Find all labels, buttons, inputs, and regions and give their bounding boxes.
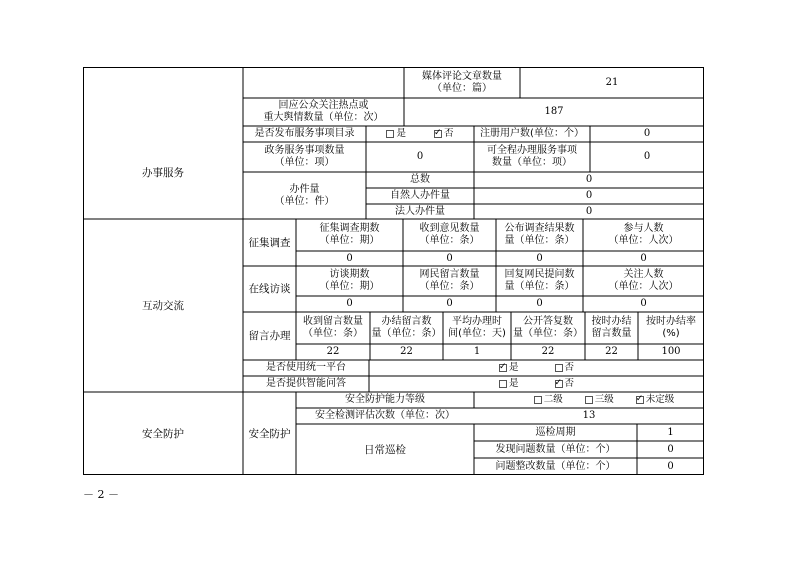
message-header-2-l1: 办结留言数 [381,316,432,327]
handled-label: 办件量 [289,183,320,195]
message-header-4-l1: 公开答复数 [523,316,573,327]
section-security-label: 安全防护 [142,427,184,440]
survey-value-4-text: 0 [640,252,647,264]
interview-value-1 [296,296,403,312]
level-option-2[interactable] [534,394,563,406]
full-online-label: 可全程办理服务事项 [487,145,577,156]
message-value-4-text: 22 [541,346,555,357]
section-service-label: 办事服务 [142,166,184,179]
security-eval-label-cell [296,408,474,424]
found-issues-label-cell [474,441,637,458]
message-header-3-l1: 平均办理时 [452,316,502,327]
registered-users-label: 注册用户数(单位：个） [480,128,584,139]
patrol-cycle-value-cell [637,424,704,441]
security-level-label: 安全防护能力等级 [345,394,425,405]
interview-value-3-text: 0 [536,298,543,309]
security-level-options [474,392,704,408]
registered-users-value-cell [590,126,704,142]
smart-qa-label: 是否提供智能问答 [266,378,346,389]
fixed-issues-value: 0 [667,460,674,472]
catalog-option-no[interactable] [434,128,454,140]
handled-label-cell [243,172,366,219]
message-value-3-text: 1 [473,346,481,357]
registered-users-value: 0 [643,128,651,139]
survey-header-3-l2: 量（单位：条） [504,235,575,246]
interview-header-4-l2: （单位：人次） [608,281,679,292]
patrol-cycle-label-cell [474,424,637,441]
survey-header-2-l2: （单位：条） [419,235,480,246]
message-header-2 [370,312,443,344]
checkbox-empty-icon [534,396,542,404]
media-comment-value: 21 [605,76,619,88]
interview-header-1-l2: （单位：期） [319,281,380,292]
fixed-issues-label-cell [474,458,637,475]
patrol-label: 日常巡检 [364,443,406,456]
total-label: 总数 [410,174,430,185]
interview-value-2 [403,296,496,312]
interview-value-2-text: 0 [446,298,453,309]
gov-items-label-cell [243,142,366,172]
checkbox-empty-icon [585,396,593,404]
hotspot-label-2: 重大舆情数量（单位：次） [263,112,384,123]
interview-value-4-text: 0 [640,298,647,309]
found-issues-value-cell [637,441,704,458]
survey-value-3-text: 0 [536,252,543,264]
natural-label: 自然人办件量 [390,190,450,201]
message-value-1 [296,344,370,360]
page-number: － 2 － [83,488,119,501]
catalog-no-label: 否 [444,128,454,139]
survey-header-3 [496,219,583,251]
message-header-5-l2: 留言数量 [591,328,632,339]
survey-header-4 [583,219,704,251]
interview-value-4 [583,296,704,312]
interview-header-2-l1: 网民留言数量 [419,269,480,280]
natural-value: 0 [585,190,593,201]
checkbox-empty-icon [386,130,394,138]
security-level-label-cell [296,392,474,408]
survey-header-1-l1: 征集调查期数 [319,223,380,234]
gov-items-value-cell [366,142,474,172]
section-security [83,392,243,475]
survey-value-1-text: 0 [346,252,353,264]
subsection-security-label: 安全防护 [248,427,291,440]
interview-label-cell [243,266,296,312]
survey-header-1 [296,219,403,251]
security-eval-label: 安全检测评估次数（单位：次） [315,410,455,421]
message-header-4-l2: 量（单位：条） [513,328,583,339]
survey-label: 征集调查 [248,236,291,249]
unified-platform-label-cell [243,360,369,376]
patrol-cycle-value: 1 [667,426,674,438]
patrol-cycle-label: 巡检周期 [535,426,576,438]
message-header-6 [638,312,704,344]
checkbox-checked-icon [499,364,507,372]
found-issues-label: 发现问题数量（单位：个） [495,443,616,455]
message-value-6 [638,344,704,360]
checkbox-empty-icon [555,364,563,372]
section-interaction [83,219,243,392]
section-service [83,126,243,219]
catalog-options [366,126,474,142]
interview-header-3 [496,266,583,296]
patrol-label-cell [296,424,474,475]
natural-value-cell [474,188,704,204]
unified-platform-options [369,360,704,376]
survey-header-2-l1: 收到意见数量 [419,223,480,234]
hotspot-label-cell [243,98,404,126]
checkbox-empty-icon [499,380,507,388]
security-eval-value: 13 [582,410,596,421]
found-issues-value: 0 [667,443,674,455]
survey-label-cell [243,219,296,266]
message-header-6-l1: 按时办结率 [646,316,696,327]
message-value-1-text: 22 [326,346,340,357]
message-header-1 [296,312,370,344]
message-value-4 [511,344,585,360]
registered-users-label-cell [474,126,590,142]
unified-platform-label: 是否使用统一平台 [266,362,346,373]
gov-items-value: 0 [416,151,424,162]
fixed-issues-label: 问题整改数量（单位：个） [495,460,616,472]
message-header-1-l2: （单位：条） [303,328,363,339]
catalog-yes-label: 是 [396,128,406,139]
legal-label-cell [366,204,474,219]
catalog-label: 是否发布服务事项目录 [254,128,355,139]
qa-option-yes[interactable] [499,378,519,390]
message-value-6-text: 100 [661,346,681,357]
message-header-6-l2: (%) [662,328,680,339]
gov-items-label: 政务服务事项数量 [264,145,345,156]
survey-header-2 [403,219,496,251]
interview-header-2-l2: （单位：条） [419,281,480,292]
message-header-5-l1: 按时办结 [591,316,632,327]
interview-value-1-text: 0 [346,298,353,309]
hotspot-value: 187 [544,106,564,117]
level-option-3-label: 三级 [594,394,614,405]
full-online-label-cell [474,142,590,172]
hotspot-value-cell [404,98,704,126]
smart-qa-label-cell [243,376,369,392]
message-value-3 [443,344,511,360]
qa-option-no[interactable] [555,378,575,390]
unified-no-label: 否 [564,362,575,373]
message-header-5 [585,312,638,344]
legal-value: 0 [585,205,593,217]
interview-header-2 [403,266,496,296]
message-label: 留言办理 [248,330,291,342]
level-option-2-label: 二级 [543,394,563,405]
message-header-3-l2: 间(单位：天) [448,328,506,339]
section-interaction-label: 互动交流 [142,299,184,312]
unified-yes-label: 是 [508,362,519,373]
message-header-4 [511,312,585,344]
checkbox-checked-icon [636,396,644,404]
security-eval-value-cell [474,408,704,424]
survey-value-1 [296,251,403,266]
survey-header-3-l1: 公布调查结果数 [504,223,575,234]
message-value-5-text: 22 [605,346,618,357]
legal-value-cell [474,204,704,219]
message-value-2 [370,344,443,360]
survey-header-4-l1: 参与人数 [623,223,664,234]
total-value-cell [474,172,704,188]
survey-value-3 [496,251,583,266]
message-header-2-l2: 量（单位：条） [371,328,442,339]
message-value-5 [585,344,638,360]
message-header-1-l1: 收到留言数量 [303,316,363,327]
full-online-value-cell [590,142,704,172]
media-comment-unit: （单位：篇） [432,82,492,94]
interview-header-3-l2: 量（单位：条） [504,281,575,292]
media-comment-label-cell [404,67,520,98]
full-online-unit: 数量（单位：项） [492,157,572,168]
level-option-3[interactable] [585,394,614,406]
interview-label: 在线访谈 [248,283,291,295]
gov-items-unit: （单位：项） [274,157,335,168]
checkbox-checked-icon [434,130,442,138]
hotspot-label: 回应公众关注热点或 [278,100,369,111]
qa-no-label: 否 [564,378,575,389]
smart-qa-options [369,376,704,392]
legal-label: 法人办件量 [395,205,445,217]
survey-value-2 [403,251,496,266]
message-header-3 [443,312,511,344]
interview-header-4-l1: 关注人数 [623,269,664,280]
message-label-cell [243,312,296,360]
level-option-unrated[interactable] [636,394,675,406]
checkbox-checked-icon [555,380,563,388]
catalog-option-yes[interactable] [386,128,406,140]
unified-option-no[interactable] [555,362,575,374]
interview-header-3-l1: 回复网民提问数 [504,269,575,280]
unified-option-yes[interactable] [499,362,519,374]
interview-header-1 [296,266,403,296]
interview-header-1-l1: 访谈期数 [329,269,370,280]
subsection-security [243,392,296,475]
full-online-value: 0 [643,151,651,162]
survey-header-4-l2: （单位：人次） [608,235,679,246]
media-comment-value-cell [520,67,704,98]
qa-yes-label: 是 [508,378,519,389]
handled-unit: （单位：件） [274,195,335,207]
interview-header-4 [583,266,704,296]
fixed-issues-value-cell [637,458,704,475]
total-value: 0 [585,174,593,185]
survey-value-2-text: 0 [446,252,453,264]
survey-header-1-l2: （单位：期） [319,235,380,246]
interview-value-3 [496,296,583,312]
media-comment-label: 媒体评论文章数量 [422,70,502,82]
total-label-cell [366,172,474,188]
message-value-2-text: 22 [400,346,413,357]
level-option-unrated-label: 未定级 [645,394,675,405]
survey-value-4 [583,251,704,266]
natural-label-cell [366,188,474,204]
catalog-label-cell [243,126,366,142]
